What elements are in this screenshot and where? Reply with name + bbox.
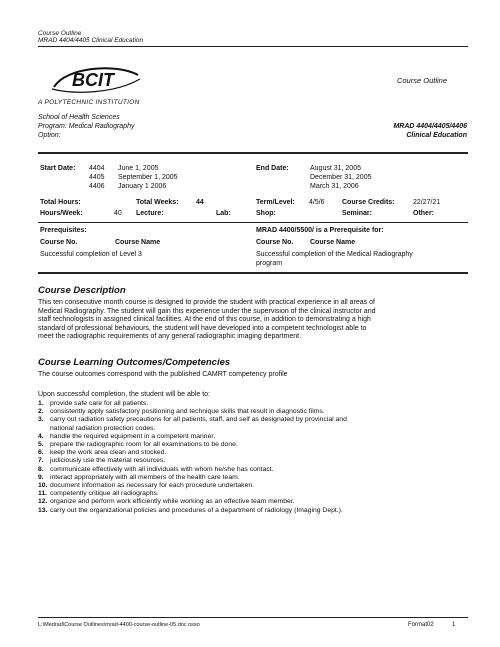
school: School of Health Sciences <box>38 114 120 121</box>
info-rule-bottom <box>38 272 468 274</box>
option: Option: <box>38 132 61 139</box>
outcome-item: 4. handle the required equipment in a competent manner. <box>38 432 216 440</box>
outcomes-list <box>38 400 478 515</box>
hours-week-label: Hours/Week: <box>40 210 83 217</box>
total-weeks-label: Total Weeks: <box>136 199 179 206</box>
footer-format: Format02 <box>408 622 434 628</box>
description-line: standard of professional behaviours, the student will have developed into a competent technologist able to <box>38 324 367 332</box>
prereq-col-name: Course Name <box>115 239 161 246</box>
start-date-3: January 1 2006 <box>118 183 167 190</box>
outcome-item: 7. judiciously use the material resources. <box>38 457 166 465</box>
header-rule <box>38 46 468 47</box>
footer-rule <box>38 617 468 618</box>
start-code-1: 4404 <box>89 165 105 172</box>
description-line: staff technologists in assigned clinical facilities. At the end of this course, in addition to demonstrating a high <box>38 316 371 323</box>
lecture-label: Lecture: <box>136 210 164 217</box>
total-hours-label: Total Hours: <box>40 199 81 206</box>
description-line: Medical Radiography. The student will gain this experience under the supervision of the clinical instructor and <box>38 307 376 315</box>
end-date-label: End Date: <box>256 165 289 172</box>
start-date-label: Start Date: <box>40 165 76 172</box>
outcome-item: 9. interact appropriately with all members of the health care team. <box>38 473 240 481</box>
description-body <box>38 299 478 342</box>
end-date-3: March 31, 2006 <box>310 183 359 190</box>
description-line: meet the radiographic requirements of any general radiographic imaging department. <box>38 333 302 340</box>
term-value: 4/5/6 <box>309 199 325 206</box>
description-line: This ten consecutive month course is designed to provide the student with practical experience in all areas of <box>38 299 375 306</box>
total-weeks-value: 44 <box>196 199 204 206</box>
outcomes-intro: The course outcomes correspond with the published CAMRT competency profile <box>38 371 288 378</box>
prereq-heading: Prerequisites: <box>40 227 87 234</box>
outcome-item: 8. communicate effectively with all individuals with whom he/she has contact. <box>38 465 274 473</box>
outcome-item: national radiation protection codes. <box>50 424 156 432</box>
prereq-for-text-2: program <box>256 260 283 267</box>
info-rule-top <box>38 152 468 154</box>
outcome-item: 6. keep the work area clean and stocked. <box>38 449 167 457</box>
header-line-1: Course Outline <box>38 30 82 37</box>
outcome-item: 12. organize and perform work efficiently while working as an effective team member. <box>38 498 295 506</box>
program: Program: Medical Radiography <box>38 123 135 130</box>
outcome-item: 2. consistently apply satisfactory positioning and technique skills that result in diagnostic films. <box>38 408 325 416</box>
outcome-item: 11. competently critique all radiographs. <box>38 490 159 498</box>
logo-text: BCIT <box>72 70 114 90</box>
outcome-item: 5. prepare the radiographic room for all examinations to be done. <box>38 441 238 449</box>
other-label: Other: <box>413 210 434 217</box>
prereq-for-col-no: Course No. <box>256 239 294 246</box>
seminar-label: Seminar: <box>342 210 372 217</box>
start-date-2: September 1, 2005 <box>118 174 178 181</box>
prereq-for-col-name: Course Name <box>310 239 356 246</box>
outcomes-lead: Upon successful completion, the student will be able to: <box>38 391 210 398</box>
hours-week-value: 40 <box>114 210 122 217</box>
start-date-1: June 1, 2005 <box>118 165 159 172</box>
start-code-2: 4405 <box>89 174 105 181</box>
prereq-text: Successful completion of Level 3 <box>40 251 142 258</box>
credits-value: 22/27/21 <box>413 199 441 206</box>
prereq-col-no: Course No. <box>40 239 78 246</box>
doc-type: Course Outline <box>397 76 448 85</box>
start-code-3: 4406 <box>89 183 105 190</box>
lab-label: Lab: <box>216 210 231 217</box>
end-date-2: December 31, 2005 <box>310 174 372 181</box>
course-title: Clinical Education <box>406 132 467 139</box>
prereq-for-text-1: Successful completion of the Medical Radiography <box>256 251 413 258</box>
shop-label: Shop: <box>256 210 276 217</box>
description-title: Course Description <box>38 285 126 296</box>
logo-tagline: A POLYTECHNIC INSTITUTION <box>38 99 140 106</box>
info-rule-mid <box>38 222 468 223</box>
outcome-item: 3. carry out radiation safety precautions for all patients, staff, and self as designated by provincial and <box>38 416 347 424</box>
prereq-for-heading: MRAD 4400/5500/ is a Prerequisite for: <box>256 227 384 234</box>
outcome-item: 10. document information as necessary for each procedure undertaken. <box>38 482 255 490</box>
credits-label: Course Credits: <box>342 199 395 206</box>
term-label: Term/Level: <box>256 199 295 206</box>
end-date-1: August 31, 2005 <box>310 165 361 172</box>
outcomes-title: Course Learning Outcomes/Competencies <box>38 357 231 368</box>
header-line-2: MRAD 4404/4405 Clinical Education <box>38 37 144 44</box>
bcit-logo <box>46 65 146 95</box>
outcome-item: 13. carry out the organizational policies and procedures of a department of radiology (Imaging Dept.). <box>38 506 343 514</box>
outcome-item: 1. provide safe care for all patients. <box>38 400 149 407</box>
footer-path: L:\Medrad\Course Outlines\mrad-4400-course-outline-05.doc osso <box>38 622 200 628</box>
course-code: MRAD 4404/4405/4406 <box>393 123 467 130</box>
footer-page-number: 1 <box>452 622 456 628</box>
